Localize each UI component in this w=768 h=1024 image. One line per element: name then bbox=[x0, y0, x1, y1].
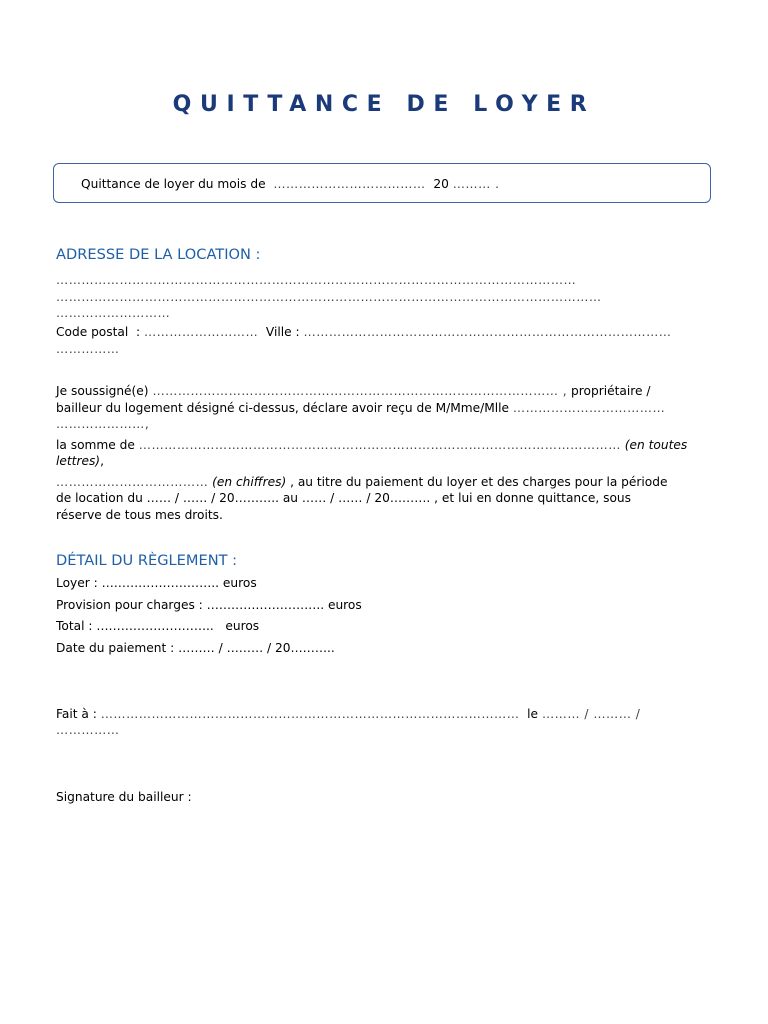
address-line-5[interactable]: …………… bbox=[56, 342, 120, 356]
postal-code-label: Code postal : bbox=[56, 325, 141, 339]
receipt-month-box bbox=[53, 163, 711, 203]
rent-line[interactable]: Loyer : ……………………….. euros bbox=[56, 576, 257, 590]
signature-label: Signature du bailleur : bbox=[56, 790, 192, 804]
received-from-label: bailleur du logement désigné ci-dessus, déclare avoir reçu de M/Mme/Mlle bbox=[56, 401, 510, 415]
undersigned-name-blank[interactable]: …………………………………………………………………………………… , bbox=[152, 384, 568, 398]
sum-figures-blank[interactable]: ……………………………… bbox=[56, 475, 209, 489]
in-words-note: (en toutes bbox=[624, 438, 688, 452]
city-blank[interactable]: …………………………………………………………………………… bbox=[303, 325, 672, 339]
sum-comma: , bbox=[100, 454, 104, 468]
sum-words-line-2 bbox=[56, 453, 104, 469]
payment-detail-heading: DÉTAIL DU RÈGLEMENT : bbox=[56, 552, 238, 569]
rental-period-line: de location du …… / …… / 20……….. au …… / …… / 20………. , et lui en donne quittance, sous bbox=[56, 491, 631, 505]
total-line[interactable]: Total : ……………………….. euros bbox=[56, 619, 260, 633]
charges-line[interactable]: Provision pour charges : ……………………….. euros bbox=[56, 598, 362, 612]
sum-figures-line bbox=[56, 474, 668, 490]
tenant-name-continuation[interactable]: …………………, bbox=[56, 417, 150, 431]
place-label: Fait à : bbox=[56, 707, 97, 721]
payment-purpose-text: , au titre du paiement du loyer et des charges pour la période bbox=[286, 475, 668, 489]
date-blank-continuation[interactable]: …………… bbox=[56, 723, 120, 737]
year-prefix: 20 bbox=[433, 177, 449, 191]
tenant-name-blank[interactable]: ……………………………… bbox=[512, 401, 666, 415]
receipt-month-label: Quittance de loyer du mois de bbox=[81, 177, 266, 191]
sum-label: la somme de bbox=[56, 438, 135, 452]
declaration-line-1 bbox=[56, 383, 650, 399]
address-heading: ADRESSE DE LA LOCATION : bbox=[56, 246, 261, 263]
reserve-line: réserve de tous mes droits. bbox=[56, 508, 223, 522]
document-title: QUITTANCE DE LOYER bbox=[172, 92, 596, 117]
owner-label: propriétaire / bbox=[567, 384, 651, 398]
year-blank[interactable]: ……… . bbox=[452, 177, 500, 191]
address-line-3[interactable]: ……………………… bbox=[56, 306, 171, 320]
place-blank[interactable]: ……………………………………………………………………………………… bbox=[100, 707, 520, 721]
postal-city-line bbox=[56, 324, 671, 340]
payment-date-line[interactable]: Date du paiement : ……… / ……… / 20……….. bbox=[56, 641, 335, 655]
place-date-line bbox=[56, 706, 640, 722]
address-line-2[interactable]: ………………………………………………………………………………………………………………… bbox=[56, 290, 602, 304]
receipt-month-line bbox=[81, 177, 500, 191]
date-blank[interactable]: ……… / ……… / bbox=[541, 707, 641, 721]
address-line-1[interactable]: …………………………………………………………………………………………………………… bbox=[56, 273, 577, 287]
in-words-note-2: lettres) bbox=[56, 454, 101, 468]
in-figures-note: (en chiffres) bbox=[212, 475, 287, 489]
undersigned-label: Je soussigné(e) bbox=[56, 384, 149, 398]
city-label: Ville : bbox=[265, 325, 300, 339]
postal-code-blank[interactable]: ……………………… bbox=[143, 325, 259, 339]
date-label: le bbox=[519, 707, 539, 721]
sum-words-blank[interactable]: …………………………………………………………………………………………………… bbox=[138, 438, 621, 452]
sum-words-line bbox=[56, 437, 687, 453]
month-blank[interactable]: ……………………………… bbox=[273, 177, 426, 191]
declaration-line-2 bbox=[56, 400, 665, 416]
